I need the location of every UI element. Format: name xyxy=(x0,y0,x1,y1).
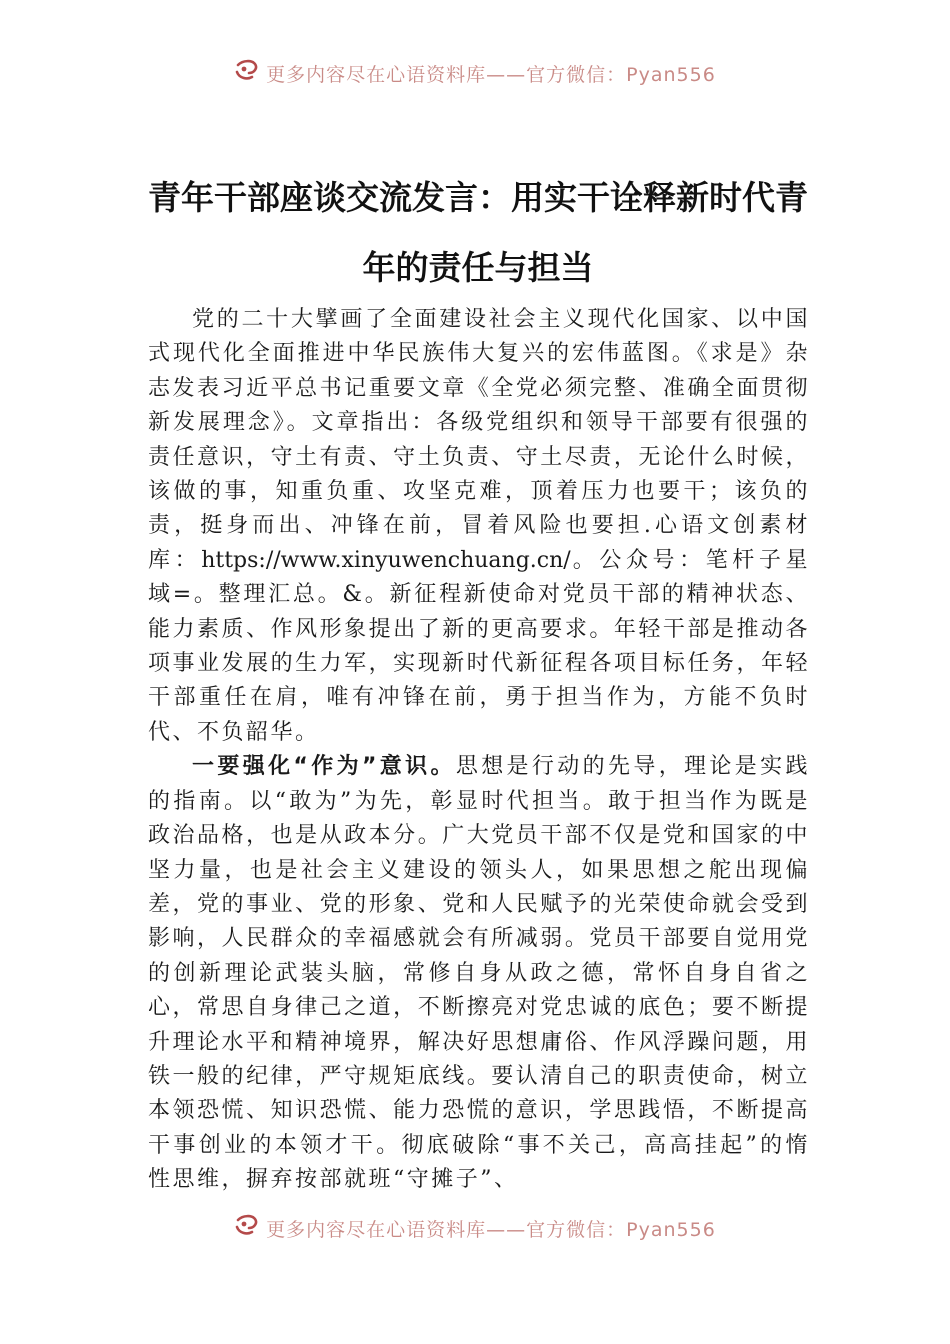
paragraph-intro-part2: 。公众号：笔杆子星域=。整理汇总。&。新征程新使命对党员干部的精神状态、能力素质、作风形象提出了新的更高要求。年轻干部是推动各项事业发展的生力军，实现新时代新征程各项目标任务，年轻干部重任在肩，唯有冲锋在前，勇于担当作为，方能不负时代、不负韶华。 xyxy=(148,547,810,745)
paragraph-intro-part1: 党的二十大擘画了全面建设社会主义现代化国家、以中国式现代化全面推进中华民族伟大复兴的宏伟蓝图。《求是》杂志发表习近平总书记重要文章《全党必须完整、准确全面贯彻新发展理念》。文章指出：各级党组织和领导干部要有很强的责任意识，守土有责、守土负责、守土尽责，无论什么时候，该做的事，知重负重、攻坚克难，顶着压力也要干；该负的责，挺身而出、冲锋在前，冒着风险也要担.心语文创素材库： xyxy=(148,307,810,573)
document-title: 青年干部座谈交流发言：用实干诠释新时代青年的责任与担当 xyxy=(148,178,808,287)
document-body xyxy=(148,303,810,1198)
source-url: https://www.xinyuwenchuang.cn/ xyxy=(201,547,571,573)
point-one-heading: 一要强化“作为”意识。 xyxy=(192,754,456,780)
point-one-body: 思想是行动的先导，理论是实践的指南。以“敢为”为先，彰显时代担当。敢于担当作为既是政治品格，也是从政本分。广大党员干部不仅是党和国家的中坚力量，也是社会主义建设的领头人，如果思想之舵出现偏差，党的事业、党的形象、党和人民赋予的光荣使命就会受到影响，人民群众的幸福感就会有所减弱。党员干部要自觉用党的创新理论武装头脑，常修自身从政之德，常怀自身自省之心，常思自身律己之道，不断擦亮对党忠诚的底色；要不断提升理论水平和精神境界，解决好思想庸俗、作风浮躁问题，用铁一般的纪律，严守规矩底线。要认清自己的职责使命，树立本领恐慌、知识恐慌、能力恐慌的意识，学思践悟，不断提高干事创业的本领才干。彻底破除“事不关己，高高挂起”的惰性思维，摒弃按部就班“守摊子”、 xyxy=(148,754,810,1193)
header-banner-text: 更多内容尽在心语资料库——官方微信：Pyan556 xyxy=(266,63,716,85)
paragraph-intro xyxy=(148,303,810,750)
footer-banner xyxy=(0,1210,950,1240)
paragraph-point-one xyxy=(148,750,810,1197)
brand-logo-icon xyxy=(234,1213,260,1237)
brand-logo-icon xyxy=(234,58,260,82)
header-banner xyxy=(0,55,950,85)
footer-banner-text: 更多内容尽在心语资料库——官方微信：Pyan556 xyxy=(266,1218,716,1240)
